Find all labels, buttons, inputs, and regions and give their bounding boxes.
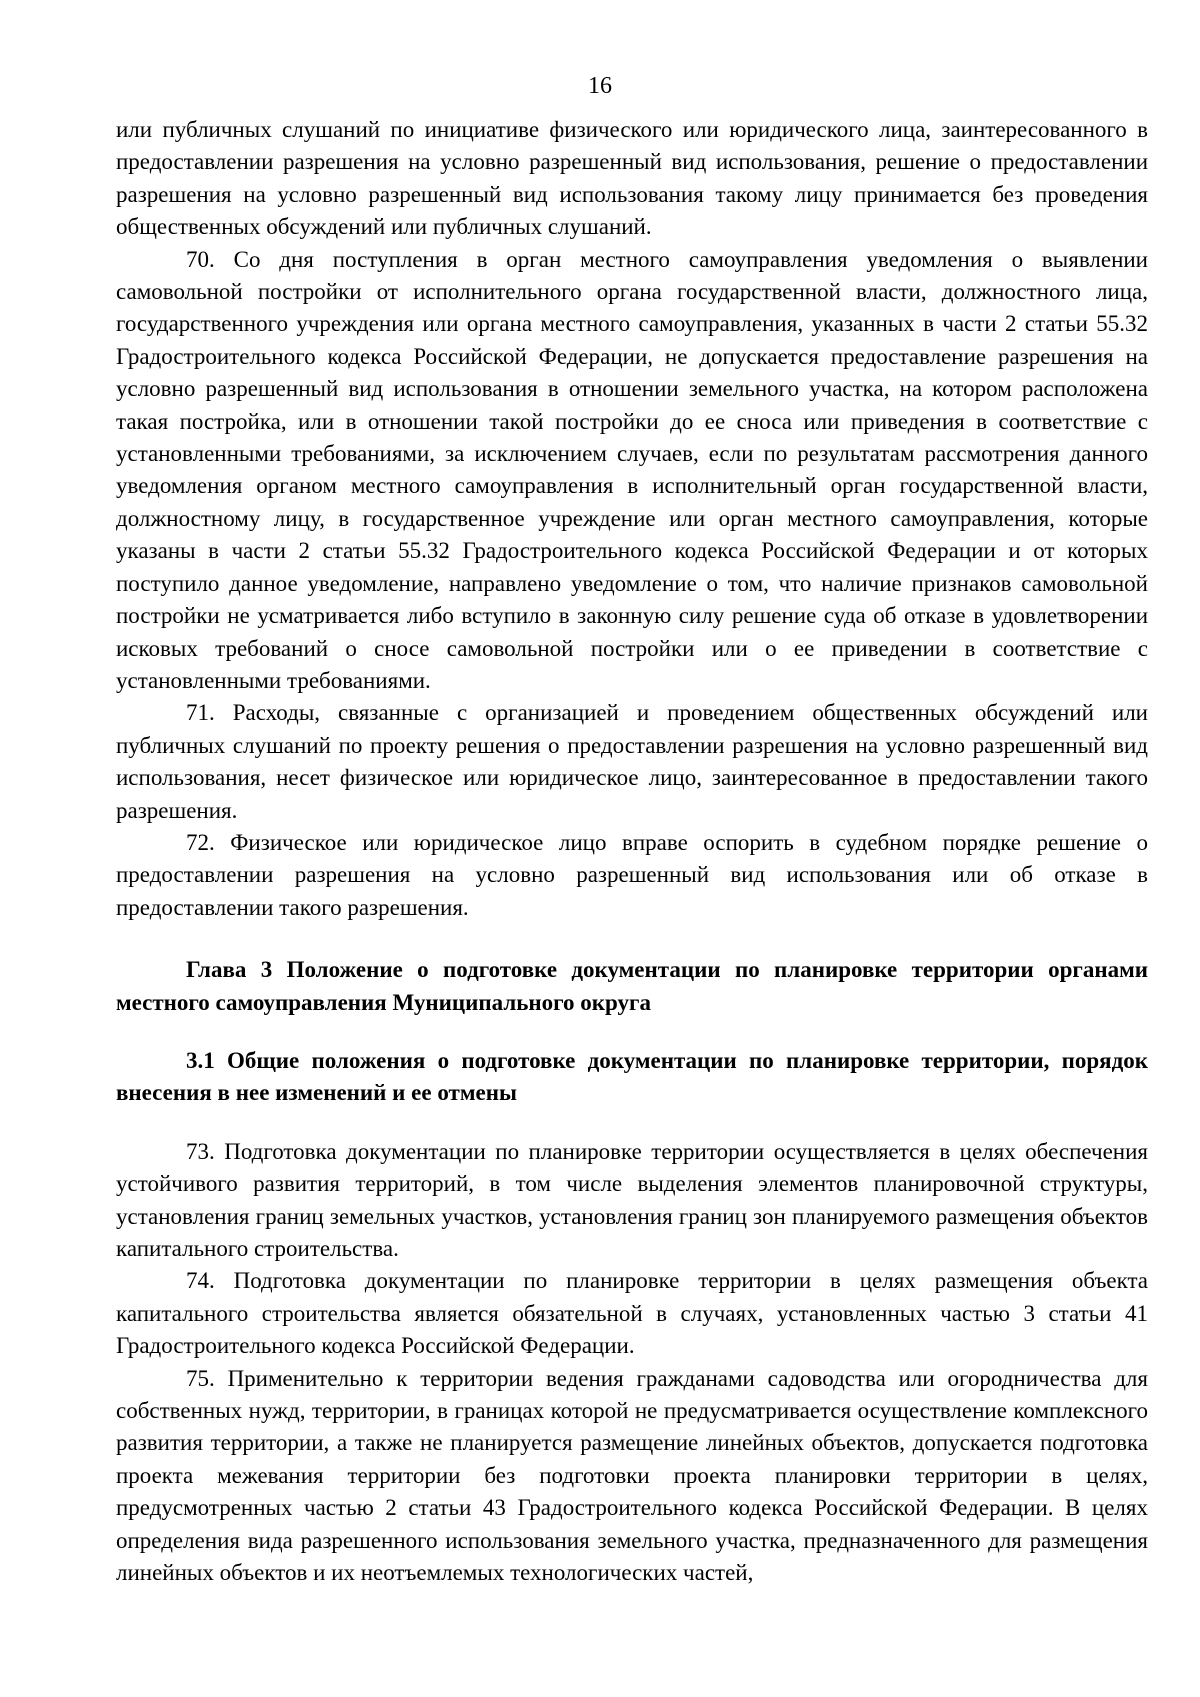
paragraph-70: 70. Со дня поступления в орган местного самоуправления уведомления о выявлении самовольной постройки от исполнительного органа государственной власти, должностного лица, государственного учреждения или органа местного самоуправления, указанных в части 2 статьи 55.32 Градостроительного кодекса Российской Федерации, не допускается предоставление разрешения на условно разрешенный вид использования в отношении земельного участка, на котором расположена такая постройка, или в отношении такой постройки до ее сноса или приведения в соответствие с установленными требованиями, за исключением случаев, если по результатам рассмотрения данного уведомления органом местного самоуправления в исполнительный орган государственной власти, должностному лицу, в государственное учреждение или орган местного самоуправления, которые указаны в части 2 статьи 55.32 Градостроительного кодекса Российской Федерации и от которых поступило данное уведомление, направлено уведомление о том, что наличие признаков самовольной постройки не усматривается либо вступило в законную силу решение суда об отказе в удовлетворении исковых требований о сносе самовольной постройки или о ее приведении в соответствие с установленными требованиями.: [116, 246, 1148, 693]
paragraph-continued: или публичных слушаний по инициативе физического или юридического лица, заинтересованного в предоставлении разрешения на условно разрешенный вид использования, решение о предоставлении разрешения на условно разрешенный вид использования такому лицу принимается без проведения общественных обсуждений или публичных слушаний.: [116, 117, 1148, 240]
section-heading: 3.1 Общие положения о подготовке документации по планировке территории, порядок внесения в нее изменений и ее отмены: [116, 1047, 1148, 1106]
document-body: [116, 114, 1148, 1589]
paragraph-71: 71. Расходы, связанные с организацией и проведением общественных обсуждений или публичных слушаний по проекту решения о предоставлении разрешения на условно разрешенный вид использования, несет физическое или юридическое лицо, заинтересованное в предоставлении такого разрешения.: [116, 700, 1148, 823]
paragraph-74: 74. Подготовка документации по планировке территории в целях размещения объекта капитального строительства является обязательной в случаях, установленных частью 3 статьи 41 Градостроительного кодекса Российской Федерации.: [116, 1268, 1148, 1359]
paragraph-73: 73. Подготовка документации по планировке территории осуществляется в целях обеспечения устойчивого развития территорий, в том числе выделения элементов планировочной структуры, установления границ земельных участков, установления границ зон планируемого размещения объектов капитального строительства.: [116, 1138, 1148, 1261]
paragraph-75: 75. Применительно к территории ведения гражданами садоводства или огородничества для собственных нужд, территории, в границах которой не предусматривается осуществление комплексного развития территории, а также не планируется размещение линейных объектов, допускается подготовка проекта межевания территории без подготовки проекта планировки территории в целях, предусмотренных частью 2 статьи 43 Градостроительного кодекса Российской Федерации. В целях определения вида разрешенного использования земельного участка, предназначенного для размещения линейных объектов и их неотъемлемых технологических частей,: [116, 1365, 1148, 1586]
paragraph-72: 72. Физическое или юридическое лицо вправе оспорить в судебном порядке решение о предоставлении разрешения на условно разрешенный вид использования или об отказе в предоставлении такого разрешения.: [116, 829, 1148, 920]
page-number: 16: [588, 73, 612, 99]
chapter-heading: Глава 3 Положение о подготовке документации по планировке территории органами местного самоуправления Муниципального округа: [116, 957, 1148, 1015]
